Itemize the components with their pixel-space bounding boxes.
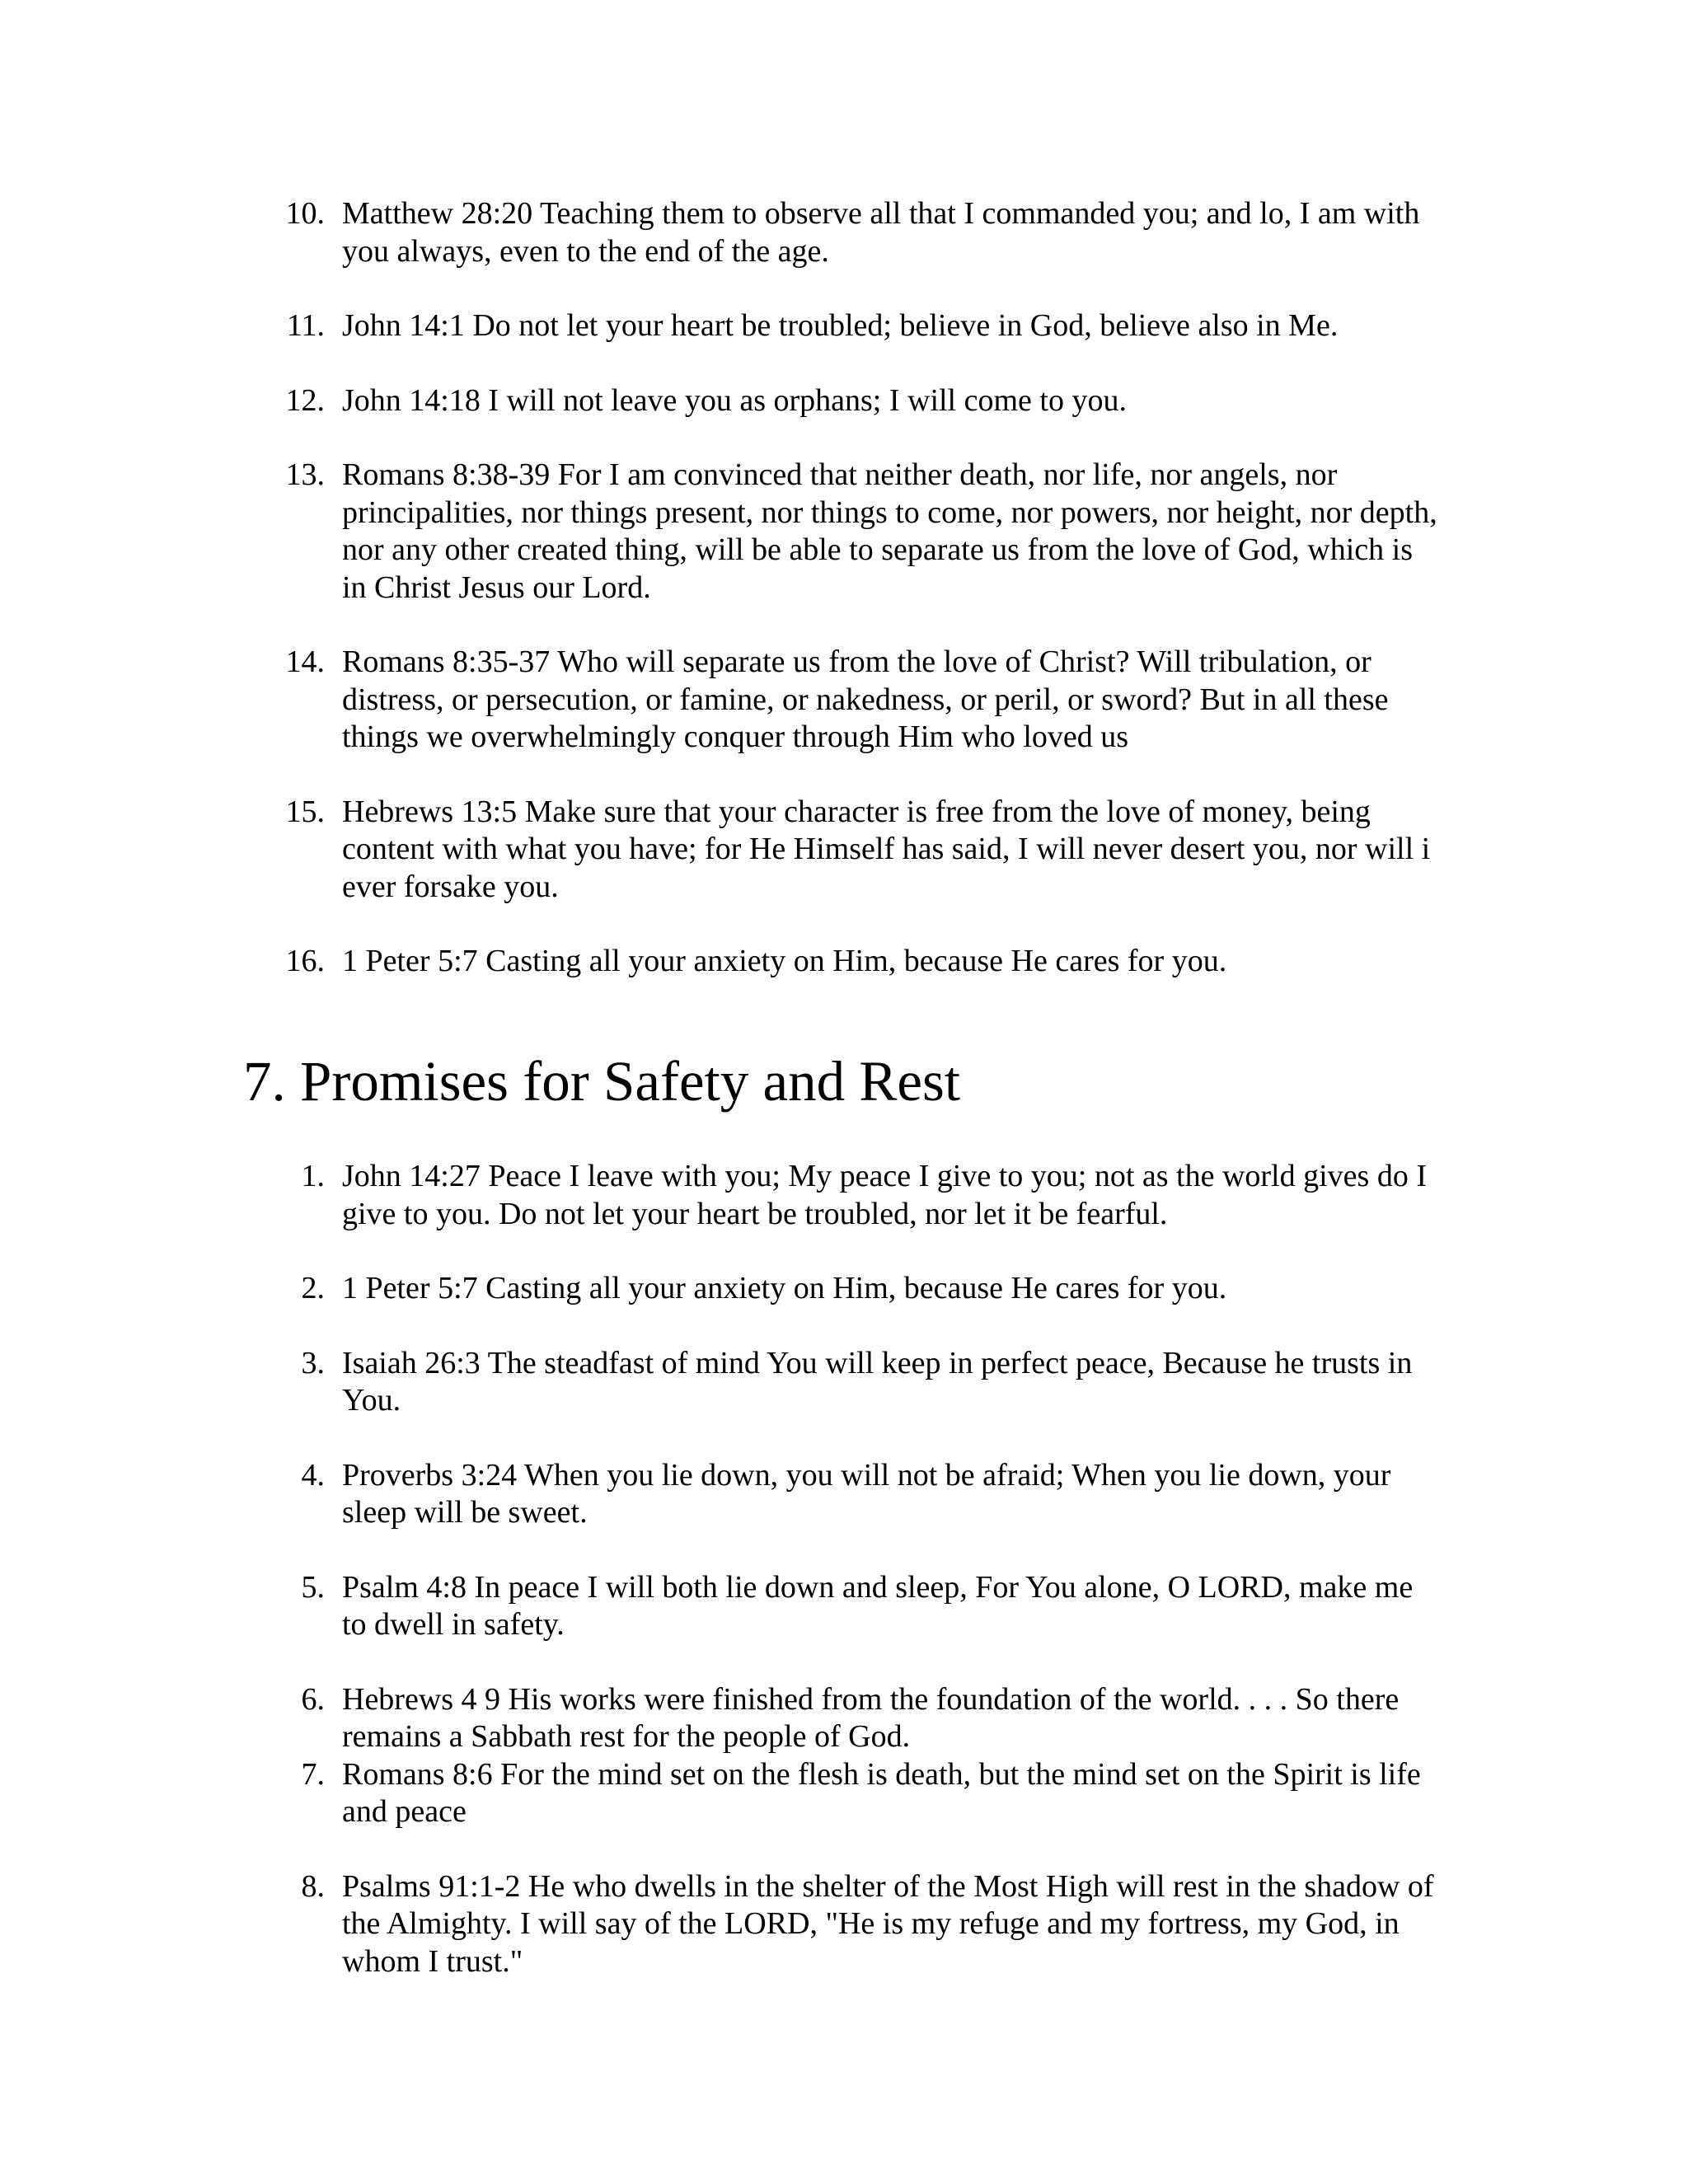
list-item-number: 15.	[285, 794, 325, 829]
list-item-number: 14.	[285, 644, 325, 679]
list-item-number: 10.	[285, 196, 325, 231]
list-item	[0, 943, 1438, 981]
list-item	[0, 457, 1438, 607]
list-item-number: 6.	[301, 1681, 325, 1717]
list-item-text: John 14:1 Do not let your heart be troubled; believe in God, believe also in Me.	[342, 308, 1339, 343]
verse-list-continued	[0, 195, 1688, 981]
list-item-number: 12.	[285, 382, 325, 418]
list-item	[0, 1345, 1438, 1420]
list-item-number: 16.	[285, 944, 325, 978]
list-item-number: 13.	[285, 457, 325, 492]
list-item-text: John 14:18 I will not leave you as orphans; I will come to you.	[342, 382, 1127, 418]
list-item	[0, 1756, 1438, 1831]
list-item	[0, 1270, 1438, 1308]
list-item-number: 3.	[301, 1345, 325, 1380]
list-item-number: 5.	[301, 1569, 325, 1605]
verse-list-safety-rest	[0, 1158, 1688, 1980]
list-item-text: John 14:27 Peace I leave with you; My peace I give to you; not as the world gives do I give to you. Do not let your heart be troubled, nor let it be fearful.	[342, 1159, 1427, 1231]
list-item-number: 8.	[301, 1868, 325, 1904]
list-item-text: Romans 8:6 For the mind set on the flesh is death, but the mind set on the Spirit is life and peace	[342, 1756, 1421, 1829]
list-item-number: 1.	[301, 1159, 325, 1193]
list-item	[0, 1158, 1438, 1233]
list-item-number: 7.	[301, 1756, 325, 1792]
list-item-text: 1 Peter 5:7 Casting all your anxiety on Him, because He cares for you.	[342, 944, 1227, 978]
list-item-text: Proverbs 3:24 When you lie down, you will not be afraid; When you lie down, your sleep will be sweet.	[342, 1457, 1391, 1530]
list-item-text: Hebrews 4 9 His works were finished from the foundation of the world. . . . So there remains a Sabbath rest for the people of God.	[342, 1681, 1400, 1754]
list-item-text: Romans 8:35-37 Who will separate us from the love of Christ? Will tribulation, or distress, or persecution, or famine, or nakedness, or peril, or sword? But in all these things we overwhelmingly conquer through Him who loved us	[342, 644, 1389, 754]
list-item	[0, 1681, 1438, 1756]
section-heading: 7. Promises for Safety and Rest	[243, 1050, 961, 1113]
list-item-text: Isaiah 26:3 The steadfast of mind You will keep in perfect peace, Because he trusts in You.	[342, 1345, 1413, 1418]
list-item-text: Matthew 28:20 Teaching them to observe all that I commanded you; and lo, I am with you always, even to the end of the age.	[342, 196, 1420, 269]
list-item	[0, 382, 1438, 420]
list-item	[0, 644, 1438, 757]
list-item	[0, 307, 1438, 345]
list-item	[0, 1457, 1438, 1532]
list-item	[0, 195, 1438, 270]
list-item-text: Psalms 91:1-2 He who dwells in the shelter of the Most High will rest in the shadow of the Almighty. I will say of the LORD, "He is my refuge and my fortress, my God, in whom I trust."	[342, 1868, 1434, 1979]
list-item-text: Hebrews 13:5 Make sure that your character is free from the love of money, being content with what you have; for He Himself has said, I will never desert you, nor will i ever forsake you.	[342, 794, 1431, 904]
list-item-text: 1 Peter 5:7 Casting all your anxiety on Him, because He cares for you.	[342, 1271, 1227, 1305]
list-item	[0, 794, 1438, 907]
list-item-text: Psalm 4:8 In peace I will both lie down and sleep, For You alone, O LORD, make me to dwell in safety.	[342, 1569, 1414, 1642]
list-item-number: 4.	[301, 1457, 325, 1493]
list-item-text: Romans 8:38-39 For I am convinced that neither death, nor life, nor angels, nor principalities, nor things present, nor things to come, nor powers, nor height, nor depth, nor any other created thing, will be able to separate us from the love of God, which is in Christ Jesus our Lord.	[342, 457, 1437, 605]
list-item-number: 2.	[301, 1271, 325, 1305]
list-item	[0, 1868, 1438, 1981]
list-item	[0, 1569, 1438, 1644]
list-item-number: 11.	[286, 308, 325, 343]
